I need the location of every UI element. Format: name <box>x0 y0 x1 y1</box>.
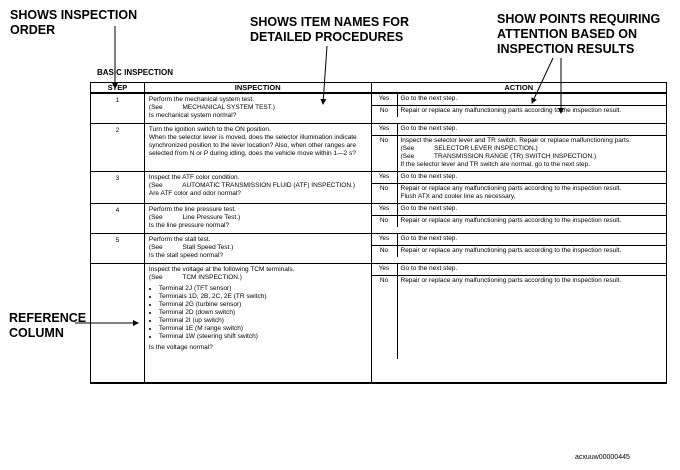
terminal-item: • Terminal 1E (M range switch) <box>159 325 367 333</box>
inspection-question: Is the voltage normal? <box>148 344 213 351</box>
step-number: 5 <box>115 237 120 244</box>
result-yes: Yes <box>372 264 398 276</box>
figure-code: acxuuw00000445 <box>575 454 630 461</box>
callout-item-names: SHOWS ITEM NAMES FOR DETAILED PROCEDURES <box>250 15 410 44</box>
action-yes: Go to the next step. <box>397 204 666 216</box>
action-yes: Go to the next step. <box>397 264 666 276</box>
terminal-item: • Terminal 2I (up switch) <box>159 317 367 325</box>
callout-inspection-order: SHOWS INSPECTION ORDER <box>10 8 138 37</box>
terminal-item: • Terminals 1D, 2B, 2C, 2E (TR switch) <box>159 293 367 301</box>
action-yes: Go to the next step. <box>397 172 666 184</box>
step-number: 4 <box>115 207 120 214</box>
terminal-item: • Terminal 2J (TFT sensor) <box>159 285 367 293</box>
action-yes: Go to the next step. <box>397 94 666 106</box>
action-yes: Go to the next step. <box>397 124 666 136</box>
action-no: Repair or replace any malfunctioning parts according to the inspection result. Flush ATX and cooler line as necessary. <box>400 185 622 200</box>
header-inspection: INSPECTION <box>144 83 371 94</box>
arrow-attention-1 <box>532 58 553 103</box>
callout-attention-points: SHOW POINTS REQUIRING ATTENTION BASED ON INSPECTION RESULTS <box>497 12 661 56</box>
result-no: No <box>372 184 398 204</box>
result-no: No <box>372 246 398 258</box>
action-no: Repair or replace any malfunctioning parts according to the inspection result. <box>400 247 622 254</box>
step-number: 1 <box>115 97 120 104</box>
inspection-text: Perform the line pressure test. (See Line Pressure Test.) Is the line pressure normal? <box>148 206 241 229</box>
result-yes: Yes <box>372 234 398 246</box>
action-no: Repair or replace any malfunctioning parts according to the inspection result. <box>400 107 622 114</box>
result-yes: Yes <box>372 204 398 216</box>
result-no: No <box>372 276 398 360</box>
terminal-item: • Terminal 1W (steering shift switch) <box>159 333 367 341</box>
header-step: STEP <box>91 83 145 94</box>
result-no: No <box>372 216 398 228</box>
action-no: Inspect the selector lever and TR switch. Repair or replace malfunctioning parts. (See SELECTOR LEVER INSPECTION.) (See TRANSMISSION RANGE (TR) SWITCH INSPECTION.) If the selector lever and TR switch are normal, go to the next step. <box>400 137 631 168</box>
inspection-text: Turn the ignition switch to the ON position. When the selector lever is moved, does the selector illumination indicate synchronized position to the lever location? Also, when other ranges are selected from N or P during idling, does the vehicle move within 1—2 s? <box>148 126 357 157</box>
inspection-text: Perform the stall test. (See Stall Speed Test.) Is the stall speed normal? <box>148 236 234 259</box>
step-number: 3 <box>115 175 120 182</box>
arrow-item-names <box>323 46 327 104</box>
action-yes: Go to the next step. <box>397 234 666 246</box>
inspection-text: Inspect the ATF color condition. (See AUTOMATIC TRANSMISSION FLUID (ATF) INSPECTION.) Are ATF color and odor normal? <box>148 174 356 197</box>
result-yes: Yes <box>372 172 398 184</box>
result-no: No <box>372 136 398 172</box>
result-yes: Yes <box>372 94 398 106</box>
terminal-item: • Terminal 2G (turbine sensor) <box>159 301 367 309</box>
section-title: BASIC INSPECTION <box>97 68 174 77</box>
inspection-text: Perform the mechanical system test. (See MECHANICAL SYSTEM TEST.) Is mechanical system normal? <box>148 96 275 119</box>
result-yes: Yes <box>372 124 398 136</box>
result-no: No <box>372 106 398 118</box>
header-action: ACTION <box>371 83 667 94</box>
terminal-item: • Terminal 2D (down switch) <box>159 309 367 317</box>
action-no: Repair or replace any malfunctioning parts according to the inspection result. <box>400 217 622 224</box>
step-number: 2 <box>115 127 120 134</box>
action-no: Repair or replace any malfunctioning parts according to the inspection result. <box>400 277 622 284</box>
inspection-text: Inspect the voltage at the following TCM terminals. (See TCM INSPECTION.) <box>148 266 295 281</box>
callout-reference-column: REFERENCE COLUMN <box>9 311 87 340</box>
